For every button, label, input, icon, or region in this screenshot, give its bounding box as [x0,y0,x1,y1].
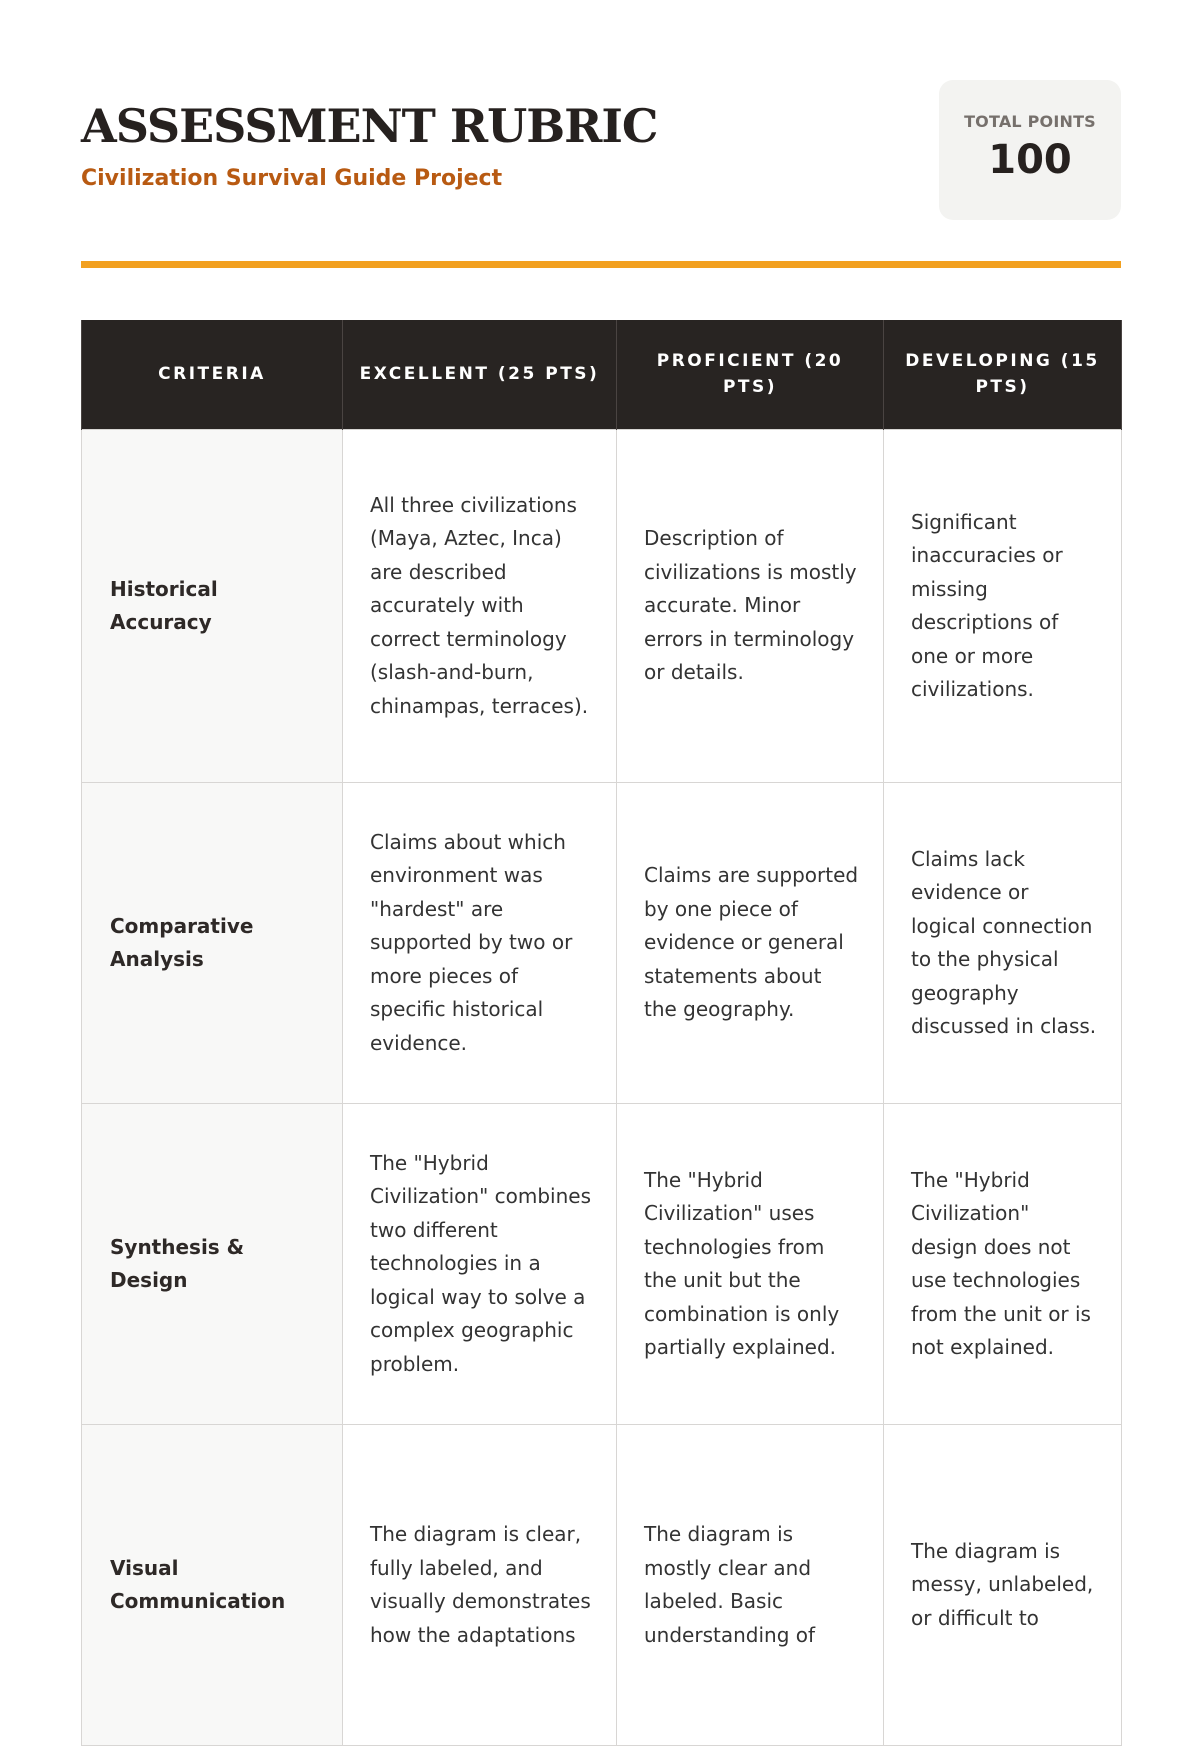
proficient-cell: Claims are supported by one piece of evidence or general statements about the geography. [617,783,884,1104]
total-points-label: TOTAL POINTS [964,112,1096,131]
proficient-cell: Description of civilizations is mostly accurate. Minor errors in terminology or details. [617,430,884,783]
header-divider [81,261,1121,268]
excellent-cell: Claims about which environment was "hardest" are supported by two or more pieces of specific historical evidence. [343,783,617,1104]
criteria-cell: Synthesis & Design [82,1104,343,1425]
table-row [82,1104,1122,1425]
column-header-developing: DEVELOPING (15 PTS) [884,320,1122,430]
total-points-card [939,80,1121,220]
developing-cell: Significant inaccuracies or missing descriptions of one or more civilizations. [884,430,1122,783]
criteria-cell: Historical Accuracy [82,430,343,783]
proficient-cell: The "Hybrid Civilization" uses technologies from the unit but the combination is only partially explained. [617,1104,884,1425]
developing-cell: The diagram is messy, unlabeled, or difficult to [884,1425,1122,1746]
excellent-cell: The diagram is clear, fully labeled, and visually demonstrates how the adaptations [343,1425,617,1746]
excellent-cell: The "Hybrid Civilization" combines two different technologies in a logical way to solve a complex geographic problem. [343,1104,617,1425]
column-header-proficient: PROFICIENT (20 PTS) [617,320,884,430]
page-header [81,80,1121,220]
proficient-cell: The diagram is mostly clear and labeled. Basic understanding of [617,1425,884,1746]
column-header-excellent: EXCELLENT (25 PTS) [343,320,617,430]
table-row [82,1425,1122,1746]
table-header-row [82,320,1122,430]
developing-cell: The "Hybrid Civilization" design does not use technologies from the unit or is not explained. [884,1104,1122,1425]
excellent-cell: All three civilizations (Maya, Aztec, Inca) are described accurately with correct terminology (slash-and-burn, chinampas, terraces). [343,430,617,783]
table-row [82,430,1122,783]
table-row [82,783,1122,1104]
criteria-cell: Comparative Analysis [82,783,343,1104]
page-title: ASSESSMENT RUBRIC [81,99,658,153]
developing-cell: Claims lack evidence or logical connection to the physical geography discussed in class. [884,783,1122,1104]
project-subtitle: Civilization Survival Guide Project [81,166,503,191]
column-header-criteria: CRITERIA [82,320,343,430]
total-points-value: 100 [988,137,1072,183]
rubric-table [81,320,1122,1746]
criteria-cell: Visual Communication [82,1425,343,1746]
